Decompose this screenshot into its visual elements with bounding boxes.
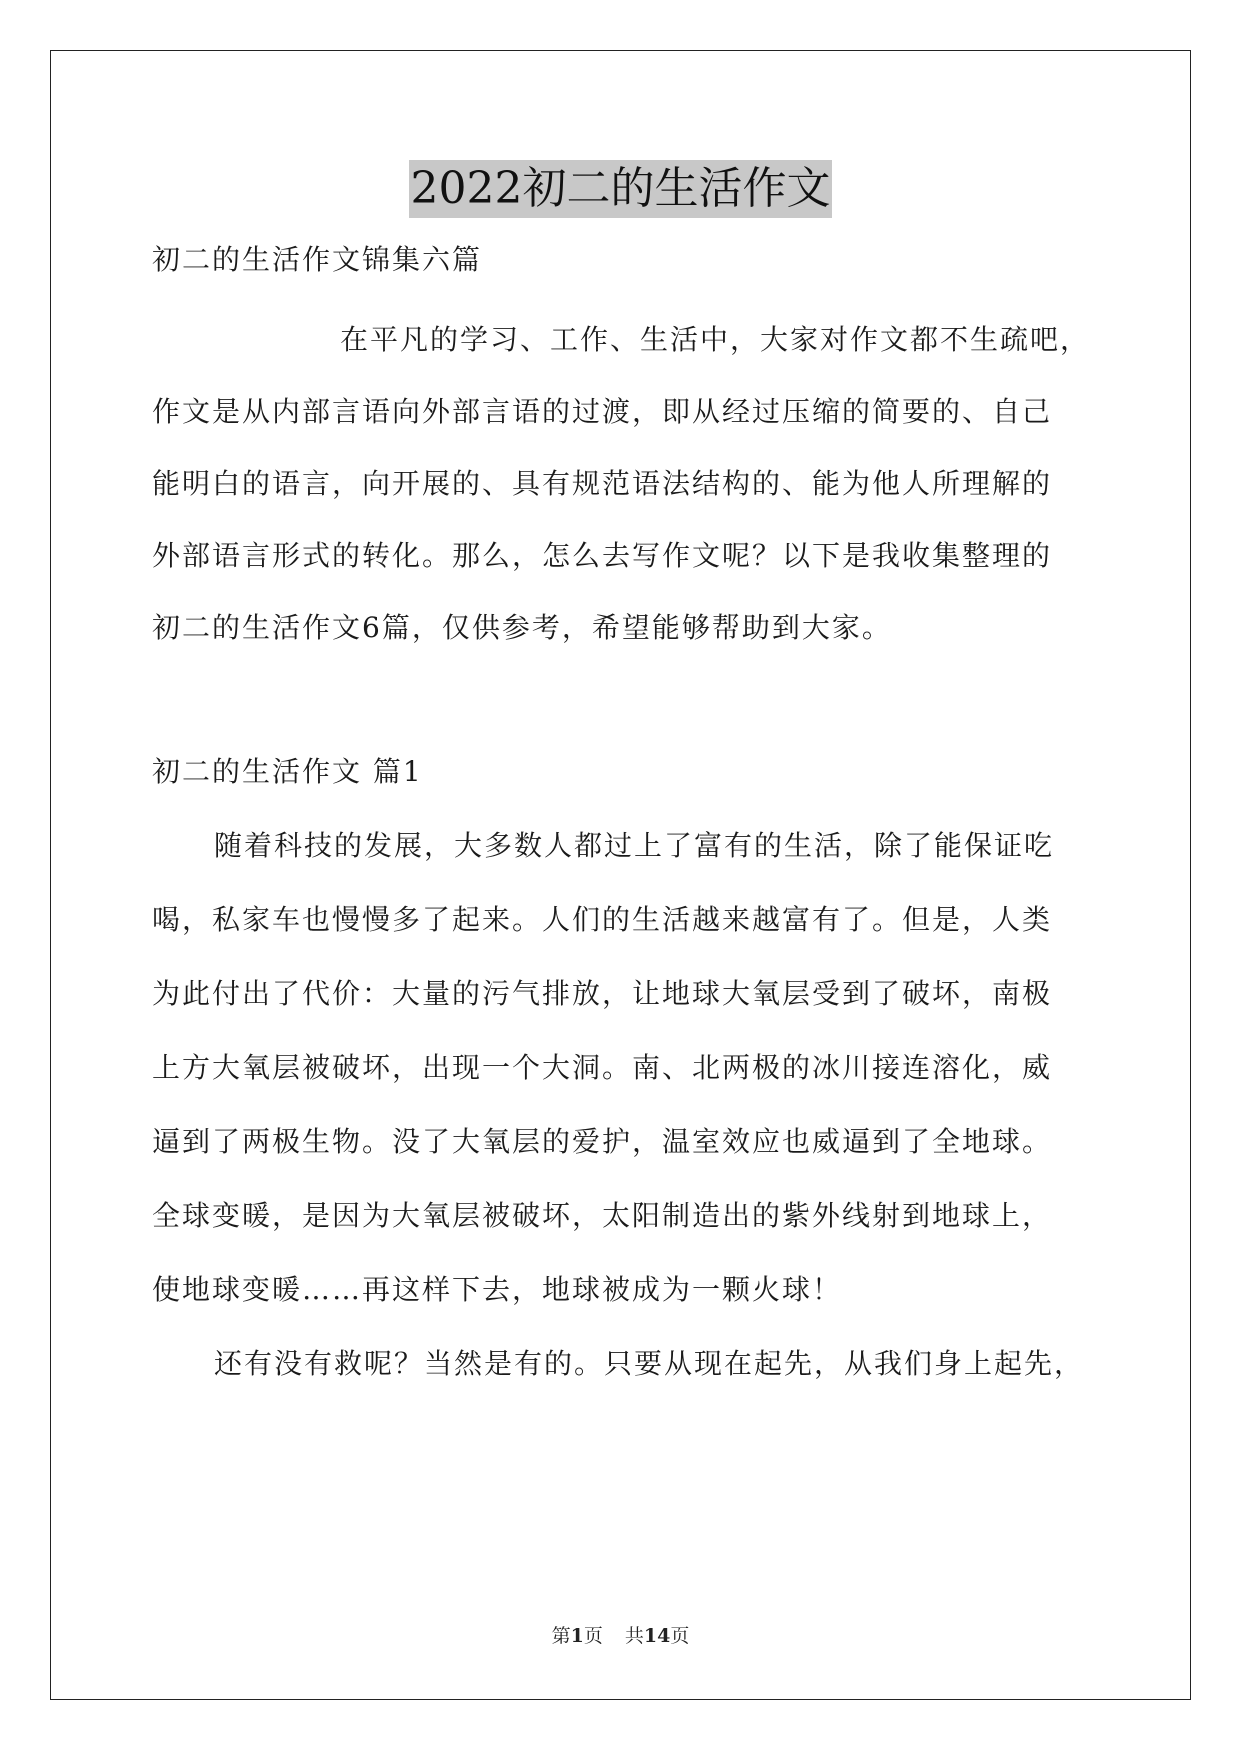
intro-line: 在平凡的学习、工作、生活中，大家对作文都不生疏吧， xyxy=(340,323,1091,356)
footer-current-page: 1 xyxy=(570,1625,584,1647)
section-heading: 初二的生活作文 篇1 xyxy=(152,755,423,788)
footer-total-pages: 14 xyxy=(643,1625,671,1647)
page-footer xyxy=(0,1624,1241,1648)
intro-line: 初二的生活作文6篇，仅供参考，希望能够帮助到大家。 xyxy=(152,611,892,644)
paragraph-line: 逼到了两极生物。没了大氧层的爱护，温室效应也威逼到了全地球。 xyxy=(152,1125,1053,1158)
paragraph-line: 使地球变暖……再这样下去，地球被成为一颗火球！ xyxy=(152,1273,843,1306)
paragraph-line: 全球变暖，是因为大氧层被破坏，太阳制造出的紫外线射到地球上， xyxy=(152,1199,1053,1232)
page-border xyxy=(50,50,1191,1700)
document-subtitle: 初二的生活作文锦集六篇 xyxy=(152,243,483,276)
paragraph-line: 为此付出了代价：大量的污气排放，让地球大氧层受到了破坏，南极 xyxy=(152,977,1053,1010)
document-title: 2022初二的生活作文 xyxy=(409,160,833,218)
footer-page-prefix: 第 xyxy=(551,1625,571,1647)
title-container xyxy=(0,160,1241,218)
intro-line: 作文是从内部言语向外部言语的过渡，即从经过压缩的简要的、自己 xyxy=(152,395,1053,428)
paragraph-line: 随着科技的发展，大多数人都过上了富有的生活，除了能保证吃 xyxy=(214,829,1055,862)
paragraph-line: 喝，私家车也慢慢多了起来。人们的生活越来越富有了。但是，人类 xyxy=(152,903,1053,936)
intro-line: 能明白的语言，向开展的、具有规范语法结构的、能为他人所理解的 xyxy=(152,467,1053,500)
footer-total-suffix: 页 xyxy=(670,1625,690,1647)
intro-line: 外部语言形式的转化。那么，怎么去写作文呢？以下是我收集整理的 xyxy=(152,539,1053,572)
paragraph-line: 上方大氧层被破坏，出现一个大洞。南、北两极的冰川接连溶化，威 xyxy=(152,1051,1053,1084)
footer-page-suffix: 页 xyxy=(583,1625,603,1647)
paragraph-line: 还有没有救呢？当然是有的。只要从现在起先，从我们身上起先， xyxy=(214,1347,1085,1380)
footer-total-prefix: 共 xyxy=(624,1625,644,1647)
